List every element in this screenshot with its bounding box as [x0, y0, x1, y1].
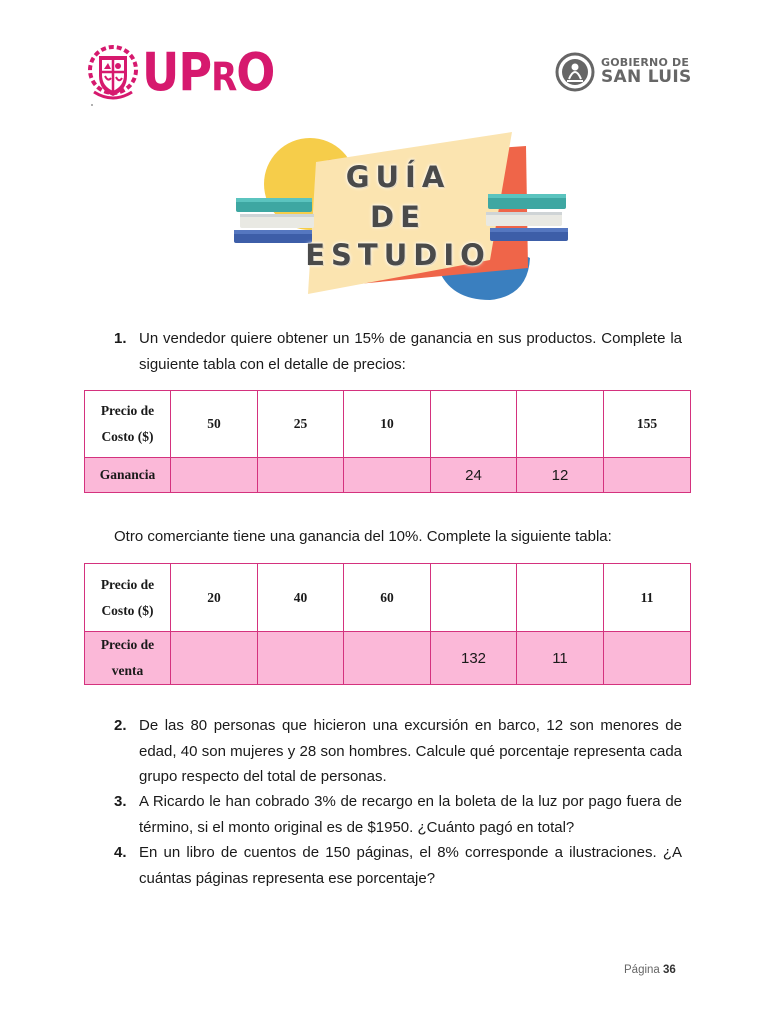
table-cell: 20 [171, 564, 258, 632]
table-cell: 11 [604, 564, 691, 632]
question-text: De las 80 personas que hicieron una excursión en barco, 12 son menores de edad, 40 son mujeres y 28 son hombres. Calcule qué porcentaje representa cada grupo respecto del total de personas. [139, 717, 682, 785]
table-cell [171, 458, 258, 493]
question-number: 1. [114, 330, 127, 347]
banner-title-line1: GUÍA [345, 160, 451, 194]
row-label-costo: Precio de Costo ($) [85, 564, 171, 632]
table-cell: 25 [258, 391, 344, 458]
table-cell [431, 391, 517, 458]
upro-shield-icon [88, 42, 138, 102]
price-table-1 [84, 390, 691, 493]
gobierno-san-luis-logo [555, 52, 692, 92]
page-footer [624, 964, 676, 976]
gobierno-line2: SAN LUIS [601, 66, 692, 87]
paragraph-second-merchant: Otro comerciante tiene una ganancia del 10%. Complete la siguiente tabla: [114, 528, 612, 545]
row-label-costo: Precio de Costo ($) [85, 391, 171, 458]
question-1 [114, 326, 682, 377]
banner-title-line3: ESTUDIO [305, 238, 491, 272]
row-label-ganancia: Ganancia [85, 458, 171, 493]
table-cell [344, 632, 431, 685]
table-cell [258, 458, 344, 493]
price-table-2 [84, 563, 691, 685]
question-4 [114, 840, 682, 891]
table-cell: 12 [517, 458, 604, 493]
table-cell: 40 [258, 564, 344, 632]
question-number: 2. [114, 717, 127, 734]
table-row [85, 391, 691, 458]
table-cell: 10 [344, 391, 431, 458]
table-cell [604, 632, 691, 685]
question-3 [114, 789, 682, 840]
question-number: 4. [114, 844, 127, 861]
table-row [85, 458, 691, 493]
page-number: 36 [663, 964, 676, 976]
table-cell: 50 [171, 391, 258, 458]
table-cell [171, 632, 258, 685]
table-cell [431, 564, 517, 632]
upro-wordmark: UPRO [142, 40, 275, 104]
banner-title-line2: DE [370, 200, 426, 234]
table-cell: 60 [344, 564, 431, 632]
question-text: Un vendedor quiere obtener un 15% de ganancia en sus productos. Complete la siguiente tabla con el detalle de precios: [139, 330, 682, 373]
page-label: Página [624, 964, 660, 976]
table-cell [517, 391, 604, 458]
table-cell: 155 [604, 391, 691, 458]
question-2 [114, 713, 682, 790]
table-row [85, 564, 691, 632]
question-text: A Ricardo le han cobrado 3% de recargo en la boleta de la luz por pago fuera de término, si el monto original es de $1950. ¿Cuánto pagó en total? [139, 793, 682, 836]
table-cell [258, 632, 344, 685]
stray-dot [91, 104, 93, 106]
table-cell [517, 564, 604, 632]
table-row [85, 632, 691, 685]
upro-logo [88, 42, 274, 102]
study-guide-banner [228, 118, 568, 318]
table-cell [604, 458, 691, 493]
table-cell: 11 [517, 632, 604, 685]
question-number: 3. [114, 793, 127, 810]
question-text: En un libro de cuentos de 150 páginas, el 8% corresponde a ilustraciones. ¿A cuántas páginas representa ese porcentaje? [139, 844, 682, 887]
row-label-venta: Precio de venta [85, 632, 171, 685]
table-cell: 132 [431, 632, 517, 685]
san-luis-seal-icon [555, 52, 595, 92]
table-cell [344, 458, 431, 493]
table-cell: 24 [431, 458, 517, 493]
gobierno-line1: GOBIERNO DE [601, 56, 690, 70]
